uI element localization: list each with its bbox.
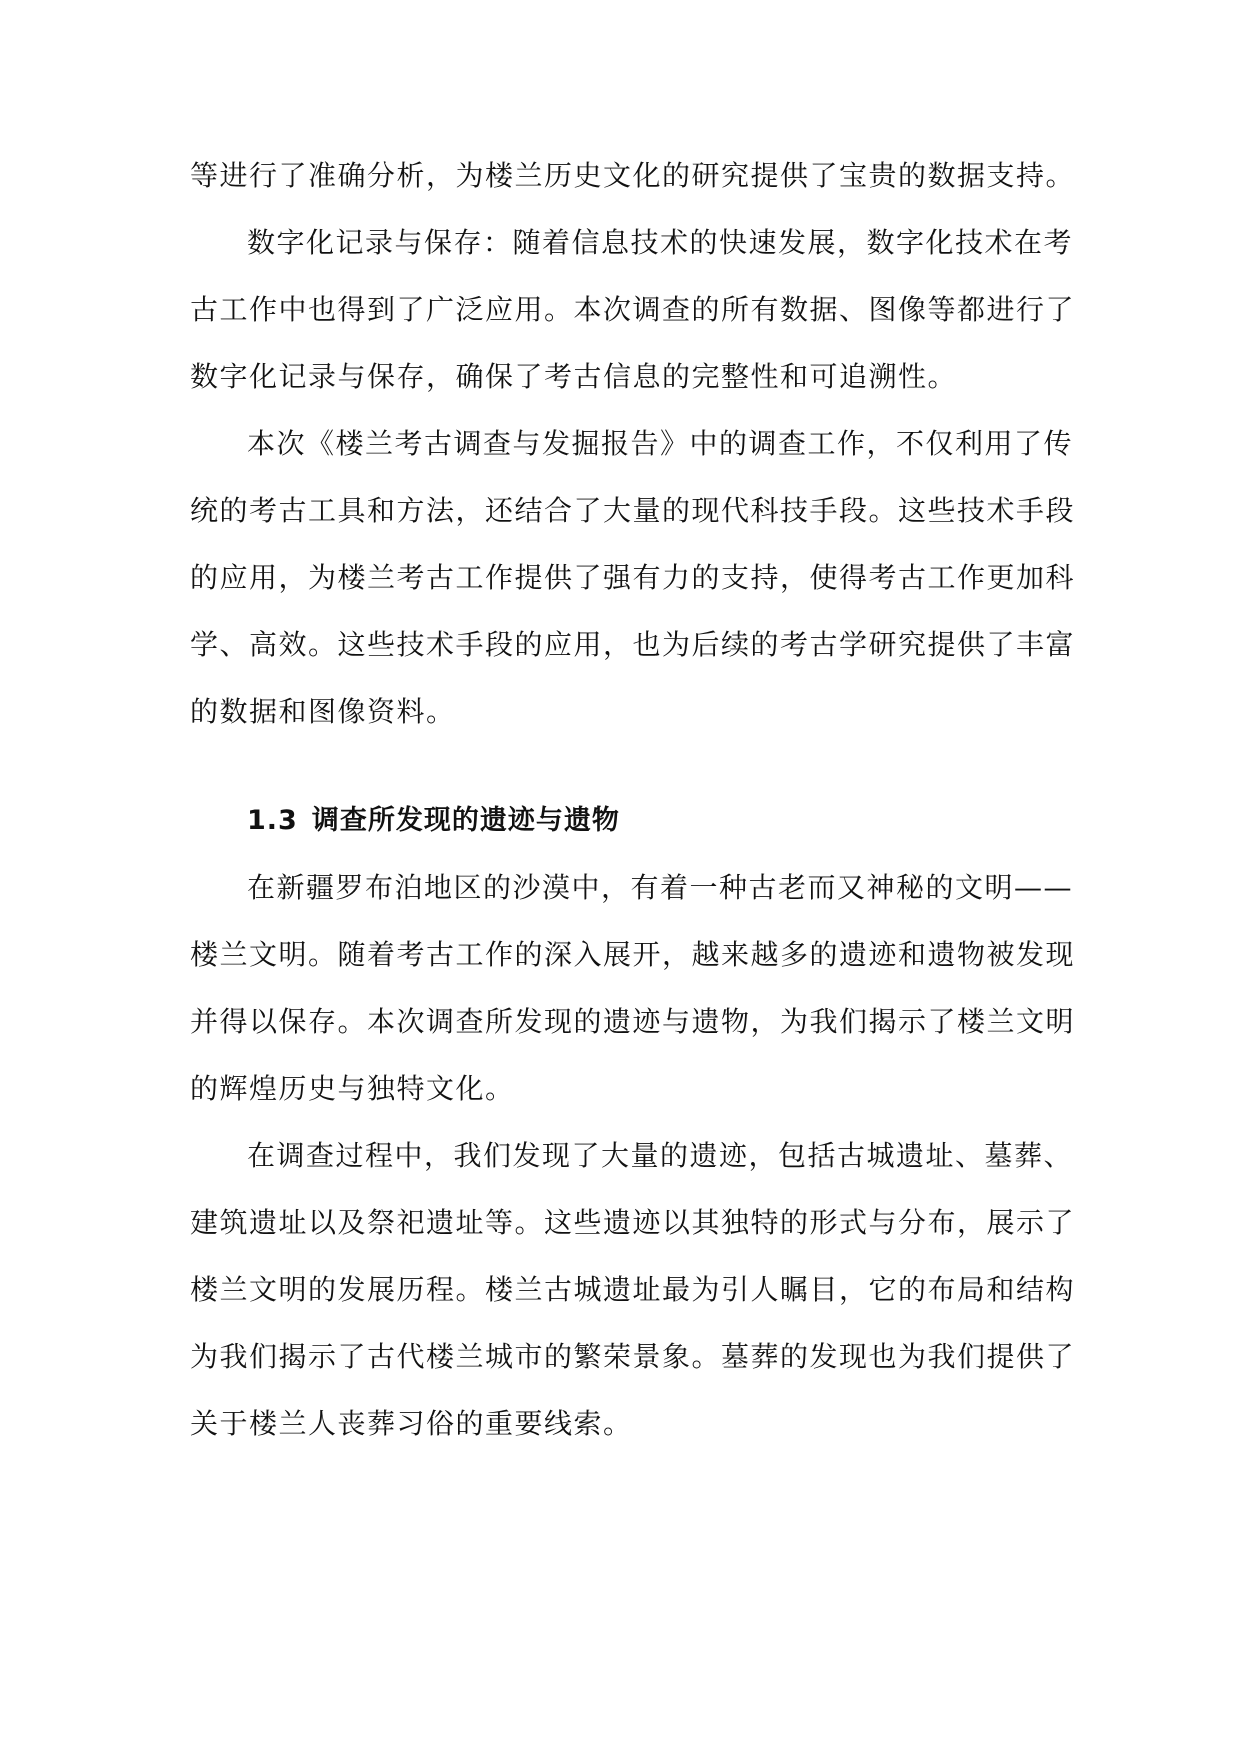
text-line: 等进行了准确分析，为楼兰历史文化的研究提供了宝贵的数据支持。 [190, 159, 1076, 192]
paragraph-relics-found [190, 1122, 1076, 1457]
text-line: 在新疆罗布泊地区的沙漠中，有着一种古老而又神秘的文明—— [247, 871, 1074, 904]
paragraph-digital-records [190, 209, 1076, 410]
text-line: 古工作中也得到了广泛应用。本次调查的所有数据、图像等都进行了 [190, 293, 1076, 326]
text-line: 数字化记录与保存：随着信息技术的快速发展，数字化技术在考 [247, 226, 1074, 259]
text-line: 并得以保存。本次调查所发现的遗迹与遗物，为我们揭示了楼兰文明 [190, 1005, 1076, 1038]
section-heading [190, 787, 1060, 854]
text-line: 数字化记录与保存，确保了考古信息的完整性和可追溯性。 [190, 360, 958, 393]
text-line: 在调查过程中，我们发现了大量的遗迹，包括古城遗址、墓葬、 [247, 1139, 1074, 1172]
text-line: 楼兰文明的发展历程。楼兰古城遗址最为引人瞩目，它的布局和结构 [190, 1273, 1076, 1306]
text-line: 学、高效。这些技术手段的应用，也为后续的考古学研究提供了丰富 [190, 628, 1076, 661]
text-line: 为我们揭示了古代楼兰城市的繁荣景象。墓葬的发现也为我们提供了 [190, 1340, 1076, 1373]
body-text [190, 142, 1076, 1457]
text-line: 的辉煌历史与独特文化。 [190, 1072, 515, 1105]
section-number: 1.3 [247, 805, 298, 836]
text-line: 楼兰文明。随着考古工作的深入展开，越来越多的遗迹和遗物被发现 [190, 938, 1076, 971]
paragraph-survey-summary [190, 410, 1076, 745]
text-line: 建筑遗址以及祭祀遗址等。这些遗迹以其独特的形式与分布，展示了 [190, 1206, 1076, 1239]
text-line: 的数据和图像资料。 [190, 695, 456, 728]
text-line: 的应用，为楼兰考古工作提供了强有力的支持，使得考古工作更加科 [190, 561, 1076, 594]
paragraph-continuation [190, 142, 1076, 209]
text-line: 关于楼兰人丧葬习俗的重要线索。 [190, 1407, 633, 1440]
paragraph-loulan-civilization [190, 854, 1076, 1122]
text-line: 本次《楼兰考古调查与发掘报告》中的调查工作，不仅利用了传 [247, 427, 1074, 460]
section-title: 调查所发现的遗迹与遗物 [311, 805, 620, 836]
text-line: 统的考古工具和方法，还结合了大量的现代科技手段。这些技术手段 [190, 494, 1076, 527]
